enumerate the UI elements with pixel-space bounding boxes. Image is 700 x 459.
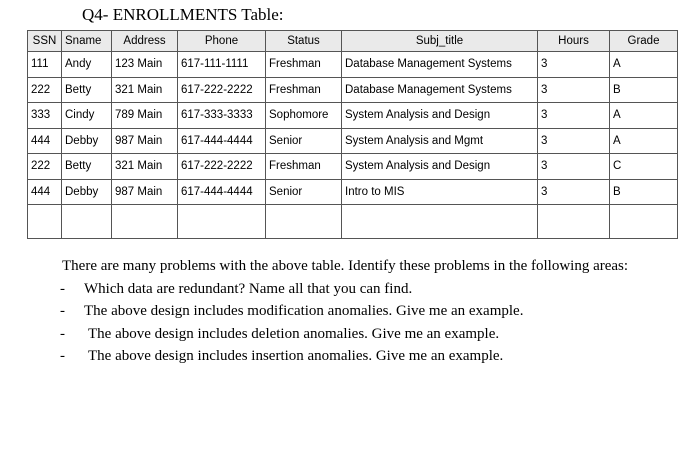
list-item (62, 323, 640, 346)
cell-status: Freshman (266, 154, 342, 180)
header-grade: Grade (610, 31, 678, 52)
header-phone: Phone (178, 31, 266, 52)
cell-address: 321 Main (112, 77, 178, 103)
header-ssn: SSN (28, 31, 62, 52)
problems-section (62, 255, 640, 368)
cell-status: Senior (266, 179, 342, 205)
cell-ssn: 444 (28, 128, 62, 154)
cell-subj-title: System Analysis and Mgmt (342, 128, 538, 154)
bullet-dash: - (60, 325, 65, 342)
cell-grade: A (610, 128, 678, 154)
enrollments-table (27, 30, 678, 239)
cell-grade: C (610, 154, 678, 180)
cell-phone: 617-222-2222 (178, 154, 266, 180)
table-header-row (28, 31, 678, 52)
cell-grade: B (610, 77, 678, 103)
cell-grade: A (610, 52, 678, 78)
problem-modification-anomalies: The above design includes modification anomalies. Give me an example. (84, 303, 524, 319)
cell-phone: 617-333-3333 (178, 103, 266, 129)
cell-sname: Debby (62, 128, 112, 154)
cell-address: 321 Main (112, 154, 178, 180)
cell-hours: 3 (538, 179, 610, 205)
cell-subj-title: Intro to MIS (342, 179, 538, 205)
cell-sname: Betty (62, 77, 112, 103)
table-row (28, 128, 678, 154)
cell-phone: 617-111-1111 (178, 52, 266, 78)
cell-phone: 617-222-2222 (178, 77, 266, 103)
cell-ssn: 333 (28, 103, 62, 129)
cell-address: 123 Main (112, 52, 178, 78)
cell-ssn: 222 (28, 154, 62, 180)
table-row (28, 154, 678, 180)
question-title: Q4- ENROLLMENTS Table: (82, 5, 284, 24)
cell-grade: B (610, 179, 678, 205)
bullet-dash: - (60, 348, 65, 364)
cell-status: Sophomore (266, 103, 342, 129)
cell-address: 987 Main (112, 128, 178, 154)
problem-deletion-anomalies: The above design includes deletion anomalies. Give me an example. (88, 325, 500, 342)
cell-hours: 3 (538, 103, 610, 129)
list-item (62, 345, 640, 368)
cell-subj-title: System Analysis and Design (342, 103, 538, 129)
cell-sname: Andy (62, 52, 112, 78)
table-row (28, 179, 678, 205)
cell-sname: Betty (62, 154, 112, 180)
problems-list (62, 278, 640, 368)
cell-ssn: 444 (28, 179, 62, 205)
cell-hours: 3 (538, 154, 610, 180)
header-subj-title: Subj_title (342, 31, 538, 52)
table-row (28, 103, 678, 129)
cell-address: 789 Main (112, 103, 178, 129)
cell-sname: Debby (62, 179, 112, 205)
cell-status: Freshman (266, 52, 342, 78)
bullet-dash: - (60, 280, 65, 297)
cell-hours: 3 (538, 77, 610, 103)
empty-table-row (28, 205, 678, 239)
table-row (28, 77, 678, 103)
cell-subj-title: System Analysis and Design (342, 154, 538, 180)
cell-subj-title: Database Management Systems (342, 52, 538, 78)
cell-subj-title: Database Management Systems (342, 77, 538, 103)
cell-ssn: 111 (28, 52, 62, 78)
list-item (62, 278, 640, 301)
cell-phone: 617-444-4444 (178, 179, 266, 205)
cell-hours: 3 (538, 128, 610, 154)
cell-sname: Cindy (62, 103, 112, 129)
cell-address: 987 Main (112, 179, 178, 205)
bullet-dash: - (60, 303, 65, 319)
problem-insertion-anomalies: The above design includes insertion anomalies. Give me an example. (88, 348, 504, 364)
header-address: Address (112, 31, 178, 52)
problem-redundant-data: Which data are redundant? Name all that you can find. (84, 280, 413, 297)
cell-grade: A (610, 103, 678, 129)
cell-hours: 3 (538, 52, 610, 78)
cell-status: Freshman (266, 77, 342, 103)
header-status: Status (266, 31, 342, 52)
problems-intro: There are many problems with the above table. Identify these problems in the following areas: (62, 258, 629, 274)
cell-ssn: 222 (28, 77, 62, 103)
table-row (28, 52, 678, 78)
list-item (62, 300, 640, 323)
cell-phone: 617-444-4444 (178, 128, 266, 154)
header-hours: Hours (538, 31, 610, 52)
cell-status: Senior (266, 128, 342, 154)
header-sname: Sname (62, 31, 112, 52)
